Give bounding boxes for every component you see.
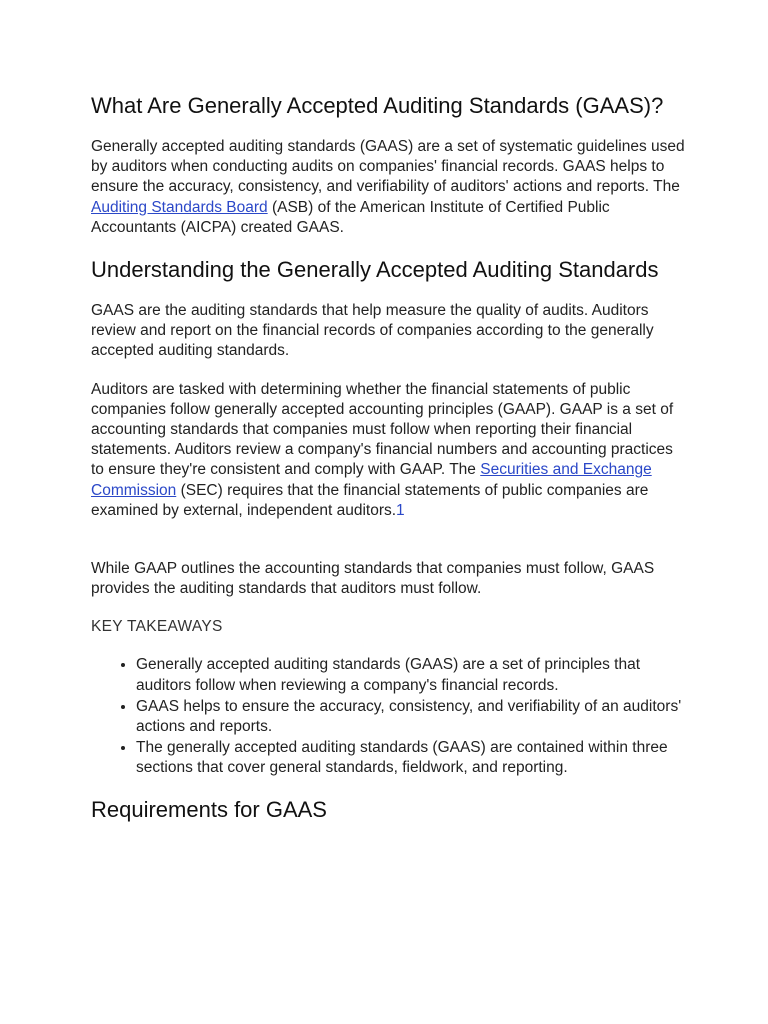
understanding-paragraph-2 xyxy=(91,380,687,521)
article-body xyxy=(91,92,687,823)
auditing-standards-board-link[interactable]: Auditing Standards Board xyxy=(91,198,268,216)
intro-paragraph xyxy=(91,137,687,238)
para2-text-start: Auditors are tasked with determining whether the financial statements of public companies follow generally accepted accounting principles (GAAP). GAAP is a set of accounting standards that companies must follow when reporting their financial statements. Auditors review a company's financial numbers and accounting practices to ensure they're consistent and comply with GAAP. The xyxy=(91,380,674,479)
para2-text-end: (SEC) requires that the financial statements of public companies are examined by external, independent auditors. xyxy=(91,481,649,519)
sec-link[interactable]: Securities and Exchange Commission xyxy=(91,461,652,499)
list-item: • The generally accepted auditing standards (GAAS) are contained within three sections that cover general standards, fieldwork, and reporting. xyxy=(136,738,687,778)
intro-text-start: Generally accepted auditing standards (GAAS) are a set of systematic guidelines used by auditors when conducting audits on companies' financial records. GAAS helps to ensure the accuracy, consistency, and verifiability of auditors' actions and reports. The xyxy=(91,138,685,196)
list-item: • Generally accepted auditing standards (GAAS) are a set of principles that auditors follow when reviewing a company's financial records. xyxy=(136,655,687,695)
requirements-heading: Requirements for GAAS xyxy=(91,796,327,822)
list-item: • GAAS helps to ensure the accuracy, consistency, and verifiability of an auditors' actions and reports. xyxy=(136,697,687,737)
understanding-heading: Understanding the Generally Accepted Auditing Standards xyxy=(91,257,659,283)
understanding-paragraph-3: While GAAP outlines the accounting standards that companies must follow, GAAS provides the auditing standards that auditors must follow. xyxy=(91,560,655,598)
intro-text-end: (ASB) of the American Institute of Certified Public Accountants (AICPA) created GAAS. xyxy=(91,198,610,236)
key-takeaways-list xyxy=(91,655,687,778)
article-title: What Are Generally Accepted Auditing Standards (GAAS)? xyxy=(91,93,664,118)
footnote-ref-1[interactable]: 1 xyxy=(396,501,405,519)
key-takeaways-label: KEY TAKEAWAYS xyxy=(91,618,223,636)
understanding-paragraph-1: GAAS are the auditing standards that help measure the quality of audits. Auditors review and report on the financial records of companies according to the generally accepted auditing standards. xyxy=(91,302,654,360)
